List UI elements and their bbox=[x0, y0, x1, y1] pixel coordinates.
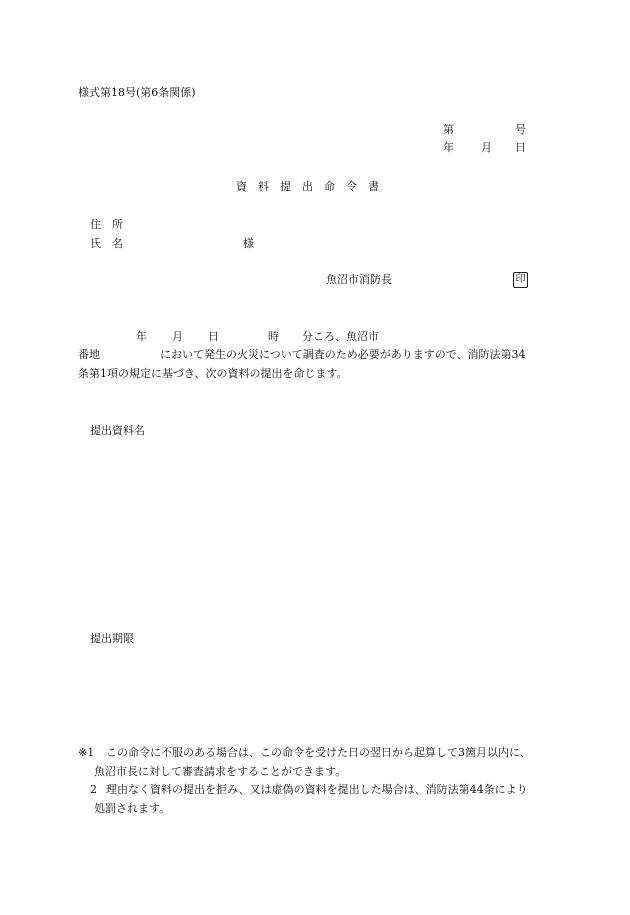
document-number-prefix: 第 bbox=[443, 123, 454, 136]
body-line-3: 条第1項の規定に基づき、次の資料の提出を命じます。 bbox=[78, 367, 348, 380]
document-number-suffix: 号 bbox=[515, 123, 526, 136]
date-day: 日 bbox=[515, 141, 526, 154]
body-line-2: において発生の火災について調査のため必要がありますので、消防法第34 bbox=[160, 348, 526, 361]
incident-hour: 時 bbox=[268, 330, 279, 343]
form-number: 様式第18号(第6条関係) bbox=[78, 86, 196, 99]
document-title: 資 料 提 出 命 令 書 bbox=[236, 180, 379, 193]
note-1-marker: ※1 bbox=[78, 746, 95, 759]
deadline-label: 提出期限 bbox=[90, 632, 134, 645]
note-2-line-2: 処罰されます。 bbox=[94, 802, 171, 815]
incident-month: 月 bbox=[172, 330, 183, 343]
name-label: 氏 名 bbox=[90, 237, 123, 250]
address-label: 住 所 bbox=[90, 218, 123, 231]
note-2-line-1: 理由なく資料の提出を拒み、又は虚偽の資料を提出した場合は、消防法第44条により bbox=[106, 783, 528, 796]
incident-day: 日 bbox=[208, 330, 219, 343]
incident-minute-city: 分ころ、魚沼市 bbox=[302, 330, 379, 343]
seal-mark: 印 bbox=[513, 272, 528, 288]
materials-label: 提出資料名 bbox=[90, 424, 145, 437]
note-1-line-1: この命令に不服のある場合は、この命令を受けた日の翌日から起算して3箇月以内に、 bbox=[106, 746, 531, 759]
issuer-title: 魚沼市消防長 bbox=[326, 273, 392, 286]
date-month: 月 bbox=[481, 141, 492, 154]
honorific: 様 bbox=[243, 237, 254, 250]
address-lead: 番地 bbox=[78, 348, 100, 361]
incident-year: 年 bbox=[136, 330, 147, 343]
date-year: 年 bbox=[443, 141, 454, 154]
note-1-line-2: 魚沼市長に対して審査請求をすることができます。 bbox=[94, 765, 347, 778]
note-2-marker: 2 bbox=[90, 783, 97, 796]
